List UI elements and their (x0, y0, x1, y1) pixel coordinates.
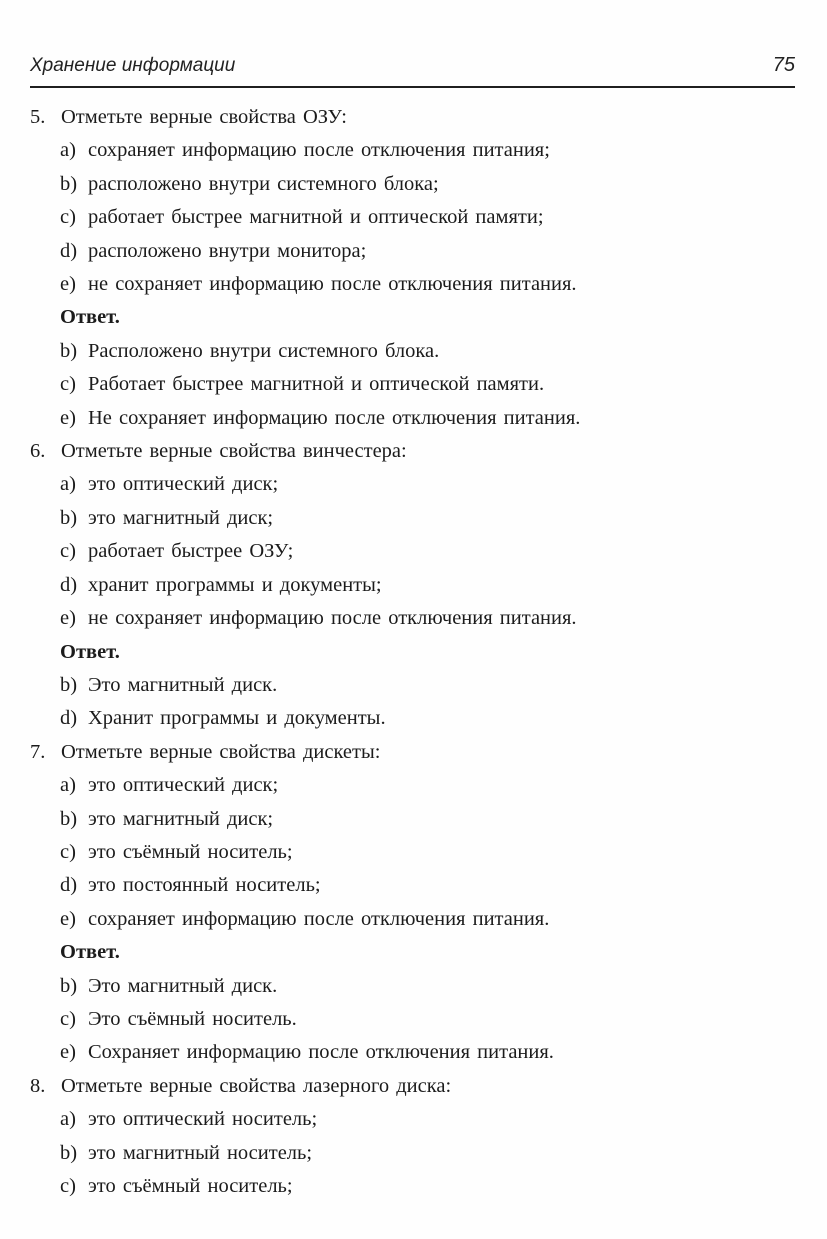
option-letter: e) (60, 1041, 76, 1064)
answer-list (30, 970, 795, 1070)
option-line (60, 134, 795, 167)
option-line (60, 1003, 795, 1036)
option-line (60, 669, 795, 702)
option-letter: a) (60, 774, 76, 797)
option-line (60, 903, 795, 936)
option-text: это съёмный носитель; (88, 840, 293, 863)
option-letter: e) (60, 907, 76, 930)
question-title: Отметьте верные свойства винчестера: (61, 440, 407, 463)
option-text: это оптический диск; (88, 473, 279, 496)
option-text: не сохраняет информацию после отключения питания. (88, 273, 577, 296)
option-text: сохраняет информацию после отключения питания. (88, 907, 550, 930)
answer-label: Ответ. (60, 640, 120, 663)
option-letter: c) (60, 1007, 76, 1030)
option-letter: d) (60, 874, 78, 897)
option-letter: e) (60, 607, 76, 630)
option-letter: e) (60, 273, 76, 296)
option-text: Не сохраняет информацию после отключения питания. (88, 406, 581, 429)
option-text: работает быстрее ОЗУ; (88, 540, 294, 563)
option-line (60, 836, 795, 869)
running-head (30, 54, 795, 88)
option-text: работает быстрее магнитной и оптической памяти; (88, 206, 544, 229)
option-line (60, 769, 795, 802)
question-block (30, 435, 795, 736)
option-letter: b) (60, 673, 78, 696)
option-text: Хранит программы и документы. (88, 707, 386, 730)
option-line (60, 368, 795, 401)
option-text: Это съёмный носитель. (88, 1007, 297, 1030)
option-letter: d) (60, 239, 78, 262)
option-text: это магнитный диск; (88, 506, 274, 529)
option-letter: a) (60, 139, 76, 162)
option-letter: b) (60, 172, 78, 195)
question-number: 5. (30, 106, 46, 128)
option-line (60, 569, 795, 602)
question-block (30, 736, 795, 1070)
option-text: это оптический диск; (88, 774, 279, 797)
option-line (60, 335, 795, 368)
question-number: 7. (30, 740, 46, 763)
option-line (60, 702, 795, 735)
option-letter: a) (60, 473, 76, 496)
option-line (60, 168, 795, 201)
answer-label: Ответ. (60, 306, 120, 329)
option-letter: c) (60, 206, 76, 229)
option-text: не сохраняет информацию после отключения питания. (88, 607, 577, 630)
option-text: это магнитный диск; (88, 807, 274, 830)
option-line (60, 602, 795, 635)
option-line (60, 1170, 795, 1203)
option-letter: c) (60, 373, 76, 396)
option-list (30, 134, 795, 301)
option-text: это оптический носитель; (88, 1108, 318, 1131)
option-text: Сохраняет информацию после отключения питания. (88, 1041, 554, 1064)
option-text: это постоянный носитель; (88, 874, 321, 897)
option-text: Расположено внутри системного блока. (88, 339, 440, 362)
questions-container (30, 101, 795, 1203)
option-letter: b) (60, 807, 78, 830)
option-line (60, 535, 795, 568)
question-title: Отметьте верные свойства лазерного диска: (61, 1074, 452, 1097)
option-text: это магнитный носитель; (88, 1141, 313, 1164)
option-letter: c) (60, 840, 76, 863)
option-letter: b) (60, 339, 78, 362)
option-letter: d) (60, 573, 78, 596)
question-title: Отметьте верные свойства ОЗУ: (61, 106, 347, 128)
question-title-line (30, 101, 795, 134)
question-title-line (30, 435, 795, 468)
option-text: Работает быстрее магнитной и оптической памяти. (88, 373, 545, 396)
option-text: хранит программы и документы; (88, 573, 382, 596)
question-block (30, 1070, 795, 1204)
option-text: Это магнитный диск. (88, 974, 278, 997)
option-line (60, 402, 795, 435)
option-line (60, 268, 795, 301)
option-letter: b) (60, 506, 78, 529)
option-letter: a) (60, 1108, 76, 1131)
option-line (60, 803, 795, 836)
option-list (30, 1103, 795, 1203)
option-line (60, 1103, 795, 1136)
option-letter: c) (60, 540, 76, 563)
answer-list (30, 669, 795, 736)
question-number: 8. (30, 1074, 46, 1097)
question-number: 6. (30, 440, 46, 463)
option-line (60, 235, 795, 268)
option-line (60, 1036, 795, 1069)
option-text: это съёмный носитель; (88, 1175, 293, 1197)
option-letter: b) (60, 1141, 78, 1164)
option-text: Это магнитный диск. (88, 673, 278, 696)
answer-list (30, 335, 795, 435)
option-letter: e) (60, 406, 76, 429)
question-block (30, 101, 795, 435)
option-line (60, 468, 795, 501)
option-line (60, 502, 795, 535)
option-line (60, 869, 795, 902)
option-letter: d) (60, 707, 78, 730)
option-text: сохраняет информацию после отключения питания; (88, 139, 550, 162)
option-line (60, 1137, 795, 1170)
option-text: расположено внутри монитора; (88, 239, 367, 262)
option-text: расположено внутри системного блока; (88, 172, 439, 195)
page-number: 75 (772, 54, 795, 76)
question-title: Отметьте верные свойства дискеты: (61, 740, 381, 763)
option-letter: b) (60, 974, 78, 997)
question-title-line (30, 1070, 795, 1103)
chapter-title: Хранение информации (30, 55, 236, 76)
question-title-line (30, 736, 795, 769)
option-letter: c) (60, 1175, 76, 1197)
option-list (30, 769, 795, 936)
option-list (30, 468, 795, 635)
option-line (60, 201, 795, 234)
option-line (60, 970, 795, 1003)
answer-label: Ответ. (60, 941, 120, 964)
